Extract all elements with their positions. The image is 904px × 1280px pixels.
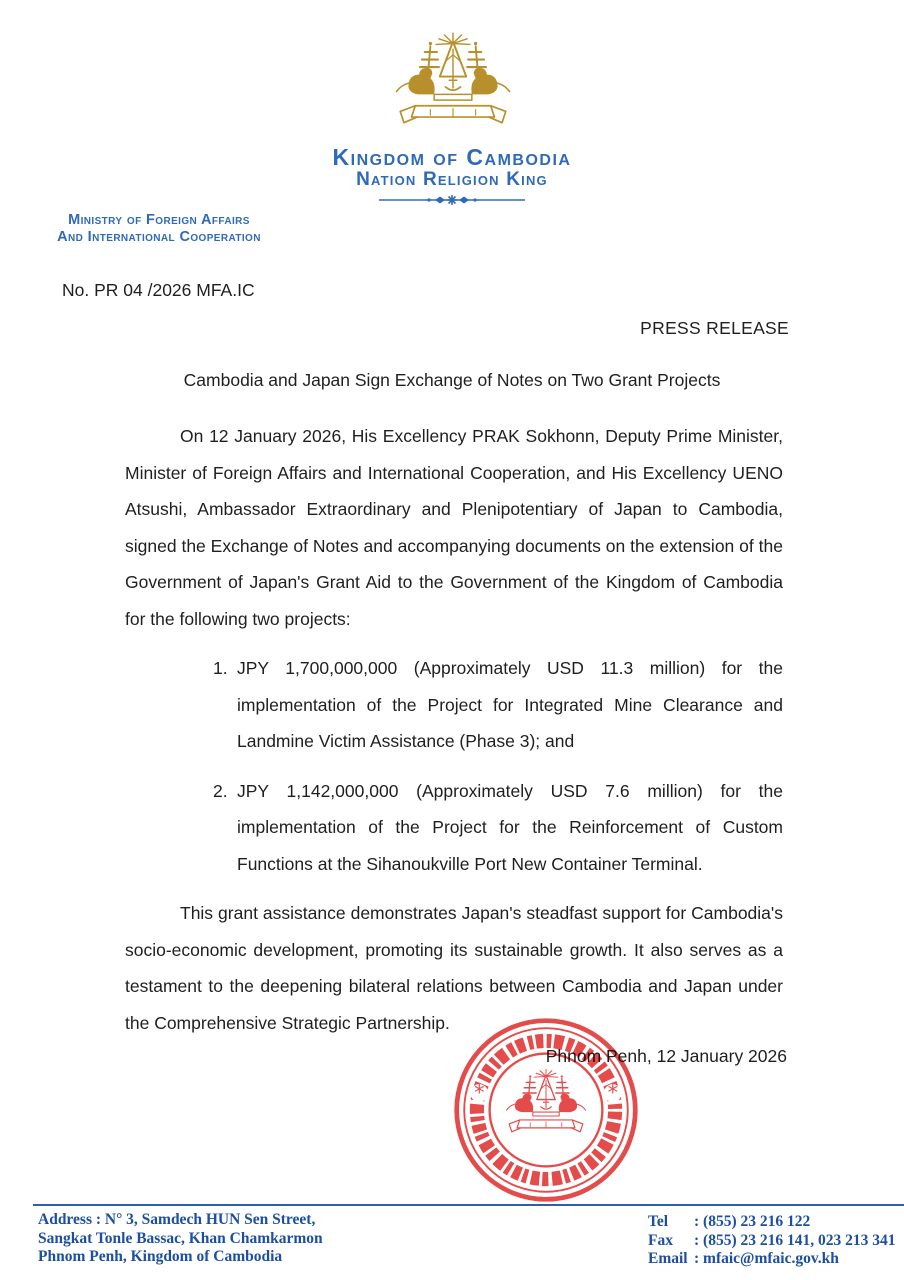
contact-block [648,1213,898,1269]
list-item-number: 1. [213,658,228,678]
contact-label: Fax [648,1231,673,1249]
list-item [125,650,783,760]
list-item [125,773,783,883]
ornament-divider-icon [377,193,527,207]
list-item-text: JPY 1,700,000,000 (Approximately USD 11.3 million) for the implementation of the Project for Integrated Mine Clearance and Landmine Victim Assistance (Phase 3); and [237,658,783,751]
address-line1-bold: Samdech HUN Sen [141,1211,269,1228]
ministry-name [28,212,290,246]
address-block [38,1211,368,1267]
kingdom-title: Kingdom of Cambodia [332,144,572,170]
press-release-label: PRESS RELEASE [640,318,789,338]
paragraph-2: This grant assistance demonstrates Japan's steadfast support for Cambodia's socio-economic development, promoting its sustainable growth. It also serves as a testament to the deepening bilateral relations between Cambodia and Japan under the Comprehensive Strategic Partnership. [125,903,783,1033]
royal-arms-emblem-icon [387,26,519,144]
address-line-1 [38,1211,368,1230]
address-line1-prefix: Address : N° 3, [38,1211,142,1228]
grant-project-list [125,650,783,882]
footer-rule [33,1204,904,1206]
contact-value: : (855) 23 216 141, 023 213 341 [694,1231,896,1249]
document-title: Cambodia and Japan Sign Exchange of Notes on Two Grant Projects [183,370,721,390]
contact-label: Email [648,1250,688,1267]
ministry-name-line1: Ministry of Foreign Affairs [68,212,250,228]
ministry-name-line2: And International Cooperation [57,229,261,245]
contact-row-fax [648,1232,898,1251]
address-line-3: Phnom Penh, Kingdom of Cambodia [38,1248,283,1265]
address-line1-suffix: Street, [268,1211,316,1228]
contact-row-email [648,1250,898,1269]
document-body [125,418,783,1041]
svg-text:*: * [474,1080,485,1105]
list-item-text: JPY 1,142,000,000 (Approximately USD 7.6 million) for the implementation of the Project for the Reinforcement of Custom Functions at the Sihanoukville Port New Container Terminal. [237,780,783,874]
svg-text:*: * [607,1080,618,1105]
document-number: No. PR 04 /2026 MFA.IC [62,280,255,300]
address-line-2: Sangkat Tonle Bassac, Khan Chamkarmon [38,1229,323,1247]
contact-row-tel [648,1213,898,1232]
contact-value: : mfaic@mfaic.gov.kh [694,1250,839,1267]
dateline: Phnom Penh, 12 January 2026 [545,1046,787,1066]
contact-label: Tel [648,1213,669,1230]
ministry-seal-stamp-icon [452,1016,640,1204]
paragraph-1: On 12 January 2026, His Excellency PRAK Sokhonn, Deputy Prime Minister, Minister of Foreign Affairs and International Cooperation, and His Excellency UENO Atsushi, Ambassador Extraordinary and Plenipotentiary of Japan to Cambodia, signed the Exchange of Notes and accompanying documents on the extension of the Government of Japan's Grant Aid to the Government of the Kingdom of Cambodia for the following two projects: [125,426,783,629]
list-item-number: 2. [213,780,228,801]
national-motto: Nation Religion King [356,169,548,190]
contact-value: : (855) 23 216 122 [694,1213,811,1230]
